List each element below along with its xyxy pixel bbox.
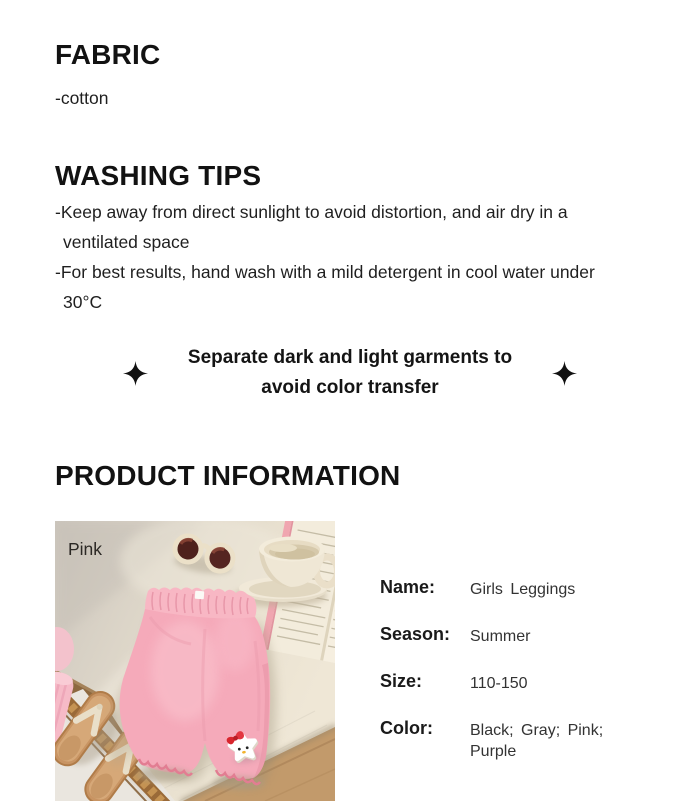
care-callout-text (188, 343, 512, 403)
product-information-title: PRODUCT INFORMATION (55, 460, 401, 492)
washing-tip: -Keep away from direct sunlight to avoid distortion, and air dry in a ventilated space (55, 202, 568, 253)
field-value: Girls Leggings (470, 580, 576, 598)
product-photo-illustration (55, 521, 335, 801)
field-value: Black; Gray; Pink; Purple (470, 721, 604, 760)
fabric-title: FABRIC (55, 39, 161, 70)
field-row-color (380, 718, 645, 762)
sparkle-icon (123, 361, 148, 386)
fabric-section (55, 38, 645, 113)
field-label: Size: (380, 670, 423, 691)
product-body (55, 521, 645, 801)
field-row-size (380, 671, 645, 694)
photo-color-label: Pink (68, 538, 103, 559)
field-label: Name: (380, 576, 436, 597)
field-value: 110-150 (470, 674, 528, 692)
washing-tips-section (55, 159, 645, 318)
field-label: Season: (380, 623, 451, 644)
washing-tip: -For best results, hand wash with a mild detergent in cool water under 30°C (55, 262, 595, 313)
care-callout-line: Separate dark and light garments to (187, 347, 513, 369)
product-photo (55, 521, 335, 801)
field-value: Summer (470, 627, 531, 645)
care-callout (55, 343, 645, 403)
fabric-item: -cotton (55, 87, 109, 108)
washing-tips-title: WASHING TIPS (55, 159, 262, 191)
sparkle-icon (552, 361, 577, 386)
product-information-section (55, 459, 645, 801)
field-label: Color: (380, 717, 433, 738)
product-fields (380, 577, 645, 786)
care-callout-line: avoid color transfer (261, 377, 439, 399)
field-row-name (380, 577, 645, 600)
field-row-season (380, 624, 645, 647)
